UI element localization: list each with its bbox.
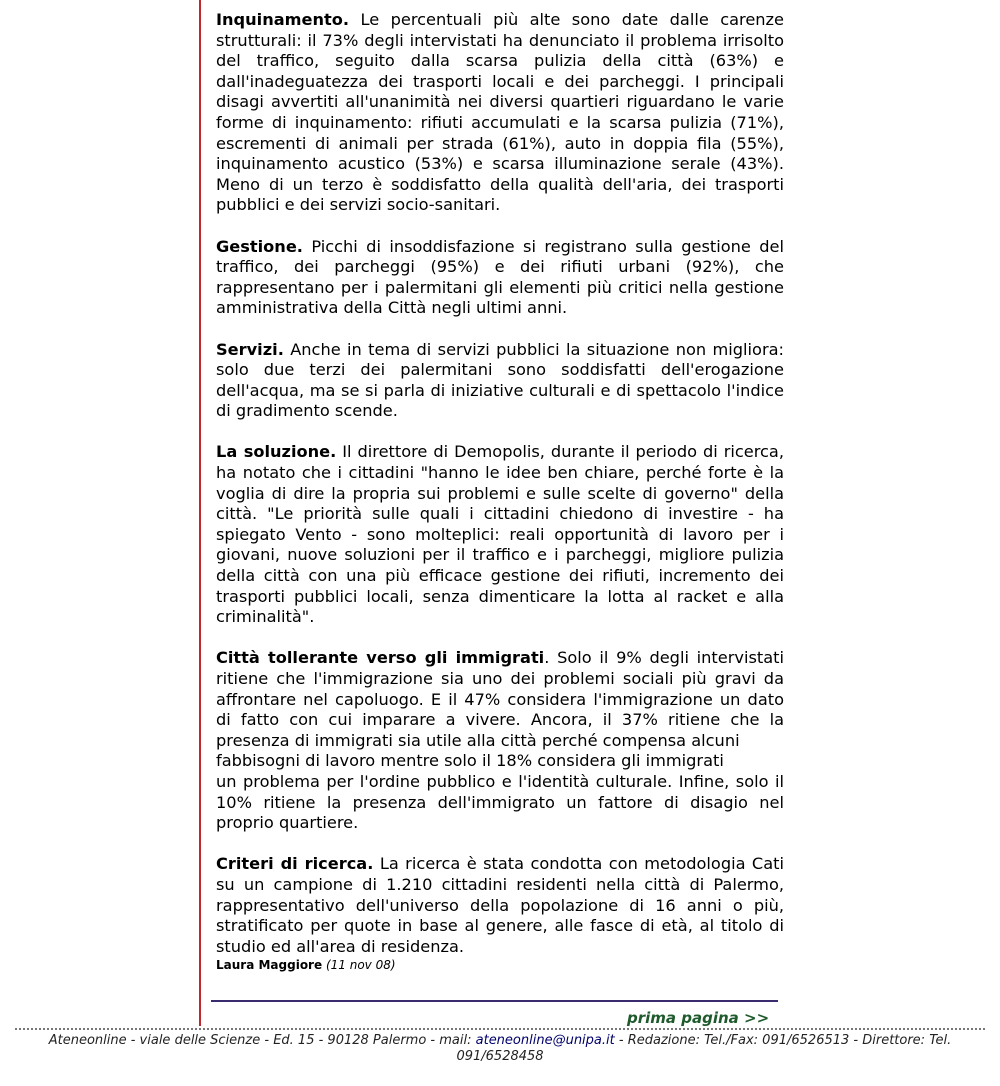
byline-date: (11 nov 08) <box>325 958 396 973</box>
paragraph-text: Le percentuali più alte sono date dalle carenze strutturali: il 73% degli intervistati ha denunciato il problema irrisolto del traffico, seguito dalla scarsa pulizia della città (63%) e dall'inadeguatezza dei trasporti locali e dei parcheggi. I principali disagi avvertiti all'unanimità nei diversi quartieri riguardano le varie forme di inquinamento: rifiuti accumulati e la scarsa pulizia (71%), escrementi di animali per strada (61%), auto in doppia fila (55%), inquinamento acustico (53%) e scarsa illuminazione serale (43%). Meno di un terzo è soddisfatto della qualità dell'aria, dei trasporti pubblici e dei servizi socio-sanitari. <box>216 10 784 215</box>
paragraph-text: Picchi di insoddisfazione si registrano sulla gestione del traffico, dei parcheggi (95%) e dei rifiuti urbani (92%), che rappresentano per i palermitani gli elementi più critici nella gestione amministrativa della Città negli ultimi anni. <box>216 236 784 318</box>
paragraph-text-continued: un problema per l'ordine pubblico e l'identità culturale. Infine, solo il 10% ritiene la presenza dell'immigrato un fattore di disagio nel proprio quartiere. <box>216 771 784 833</box>
paragraph-heading: Inquinamento. <box>216 10 350 29</box>
byline <box>216 958 784 973</box>
paragraph-gestione <box>216 237 784 319</box>
footer <box>20 1033 980 1065</box>
paragraph-text: Il direttore di Demopolis, durante il periodo di ricerca, ha notato che i cittadini "hanno le idee ben chiare, perché forte è la voglia di dire la propria sui problemi e sulle scelte di governo" della città. "Le priorità sulle quali i cittadini chiedono di investire - ha spiegato Vento - sono molteplici: reali opportunità di lavoro per i giovani, nuove soluzioni per il traffico e i parcheggi, migliore pulizia della città con una più efficace gestione dei rifiuti, incremento dei trasporti pubblici locali, senza dimenticare la lotta al racket e alla criminalità". <box>216 442 784 627</box>
paragraph-servizi <box>216 340 784 422</box>
paragraph-heading: Criteri di ricerca. <box>216 854 374 874</box>
paragraph-heading: La soluzione. <box>216 442 337 462</box>
paragraph-immigrati <box>216 648 784 833</box>
footer-email-link[interactable]: ateneonline@unipa.it <box>475 1033 615 1048</box>
paragraph-soluzione <box>216 442 784 627</box>
paragraph-text: La ricerca è stata condotta con metodologia Cati su un campione di 1.210 cittadini residenti nella città di Palermo, rappresentativo dell'universo della popolazione di 16 anni o più, stratificato per quote in base al genere, alle fasce di età, al titolo di studio ed all'area di residenza. <box>216 854 784 956</box>
byline-author: Laura Maggiore <box>216 958 323 973</box>
paragraph-criteri <box>216 854 784 957</box>
paragraph-heading: Gestione. <box>216 236 303 256</box>
footer-contacts: - Redazione: Tel./Fax: 091/6526513 - Direttore: Tel. 091/6528458 <box>456 1033 952 1064</box>
paragraph-line: fabbisogni di lavoro mentre solo il 18% considera gli immigrati <box>216 751 724 771</box>
paragraph-heading: Città tollerante verso gli immigrati <box>216 648 545 668</box>
footer-dotted-divider <box>15 1028 985 1030</box>
paragraph-text: . Solo il 9% degli intervistati ritiene che l'immigrazione sia uno dei problemi sociali più gravi da affrontare nel capoluogo. E il 47% considera l'immigrazione un dato di fatto con cui imparare a vivere. Ancora, il 37% ritiene che la presenza di immigrati sia utile alla città perché compensa alcuni <box>216 648 784 750</box>
left-margin-rule <box>199 0 201 1026</box>
paragraph-text: Anche in tema di servizi pubblici la situazione non migliora: solo due terzi dei palermitani sono soddisfatti dell'erogazione dell'acqua, ma se si parla di iniziative culturali e di spettacolo l'indice di gradimento scende. <box>216 339 784 421</box>
separator-rule <box>211 1000 778 1002</box>
paragraph-inquinamento <box>216 10 784 216</box>
article-body <box>216 10 784 973</box>
footer-address: Ateneonline - viale delle Scienze - Ed. 15 - 90128 Palermo - mail: <box>48 1033 476 1048</box>
paragraph-heading: Servizi. <box>216 339 284 359</box>
prima-pagina-link[interactable]: prima pagina >> <box>627 1009 770 1027</box>
